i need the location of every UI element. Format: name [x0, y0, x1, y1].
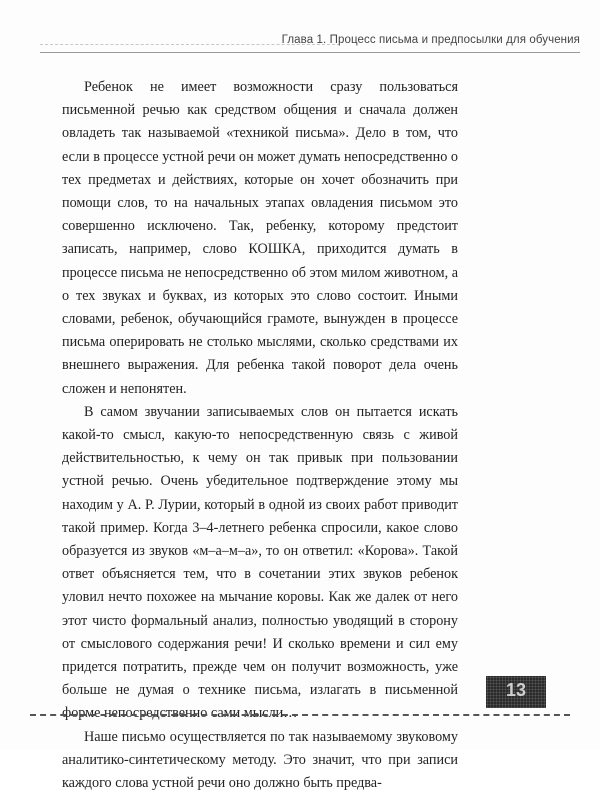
paragraph-2: В самом звучании записываемых слов он пытается искать какой-то смысл, какую-то непосредственную связь с живой действительностью, к чему он так привык при пользовании устной речью. Очень убедительное подтверждение этому мы находим у А. Р. Лурии, который в одной из своих работ приводит такой пример. Когда 3–4-летнего ребенка спросили, какое слово образуется из звуков «м–а–м–а», то он ответил: «Корова». Такой ответ объясняется тем, что в сочетании этих звуков ребенок уловил нечто похожее на мычание коровы. Как же далек от него этот чисто формальный анализ, полностью уводящий в сторону от смыслового содержания речи! И сколько времени и сил ему придется потратить, прежде чем он получит возможность, уже больше не думая о технике письма, излагать в письменной форме непосредственно сами мысли… — [62, 403, 458, 722]
chapter-title: Глава 1. Процесс письма и предпосылки для обучения — [281, 34, 580, 46]
main-text — [62, 76, 458, 795]
paragraph-3: Наше письмо осуществляется по так называемому звуковому аналитико-синтетическому методу. Это значит, что при записи каждого слова устной речи оно должно быть предва- — [62, 728, 458, 792]
page-number-badge — [486, 676, 546, 708]
paragraph-1: Ребенок не имеет возможности сразу пользоваться письменной речью как средством общения и сначала должен овладеть так называемой «техникой письма». Дело в том, что если в процессе устной речи он может думать непосредственно о тех предметах и действиях, которые он хочет обозначить при помощи слов, то на начальных этапах овладения письмом это совершенно исключено. Так, ребенку, которому предстоит записать, например, слово КОШКА, приходится думать в процессе письма не непосредственно об этом милом животном, а о тех звуках и буквах, из которых это слово состоит. Иными словами, ребенок, обучающийся грамоте, вынужден в процессе письма оперировать не столько мыслями, сколько средствами их внешнего выражения. Для ребенка такой поворот дела очень сложен и непонятен. — [62, 79, 458, 397]
page-number: 13 — [505, 680, 527, 700]
running-header — [40, 34, 580, 53]
footer-rule — [30, 714, 570, 718]
